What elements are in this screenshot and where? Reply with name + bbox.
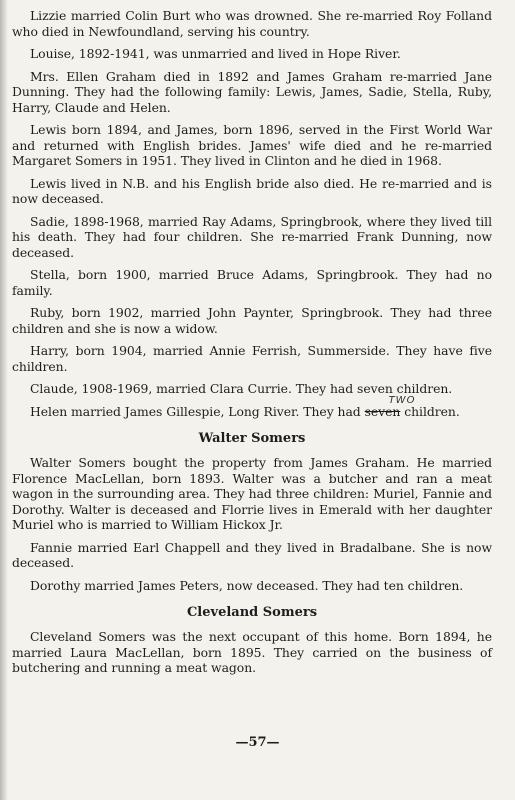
paragraph-dorothy: Dorothy married James Peters, now deceased. They had ten children. bbox=[30, 577, 464, 593]
helen-text-after: children. bbox=[400, 403, 460, 419]
handwritten-correction: TWO bbox=[388, 394, 416, 406]
paragraph-lizzie: Lizzie married Colin Burt who was drowned. She re-married Roy Folland who died in Newfoundland, serving his country. bbox=[12, 8, 492, 39]
heading-walter-somers: Walter Somers bbox=[198, 431, 306, 446]
paragraph-sadie: Sadie, 1898-1968, married Ray Adams, Springbrook, where they lived till his death. They had four children. She re-married Frank Dunning, now deceased. bbox=[12, 213, 492, 260]
heading-cleveland-somers: Cleveland Somers bbox=[186, 605, 318, 620]
paragraph-ruby: Ruby, born 1902, married John Paynter, Springbrook. They had three children and she is now a widow. bbox=[12, 305, 492, 336]
paragraph-helen bbox=[12, 394, 492, 420]
helen-text-before: Helen married James Gillespie, Long River. They had bbox=[30, 403, 365, 419]
paragraph-cleveland: Cleveland Somers was the next occupant of this home. Born 1894, he married Laura MacLellan, born 1895. They carried on the business of butchering and running a meat wagon. bbox=[12, 629, 492, 675]
page-number: —57— bbox=[235, 735, 280, 750]
paragraph-lewis-james: Lewis born 1894, and James, born 1896, served in the First World War and returned with English brides. James' wife died and he re-married Margaret Somers in 1951. They lived in Clinton and he died in 1968. bbox=[12, 122, 492, 168]
paragraph-fannie: Fannie married Earl Chappell and they lived in Bradalbane. She is now deceased. bbox=[12, 539, 492, 570]
paragraph-stella: Stella, born 1900, married Bruce Adams, Springbrook. They had no family. bbox=[12, 267, 492, 298]
paragraph-harry: Harry, born 1904, married Annie Ferrish, Summerside. They have five children. bbox=[12, 343, 492, 374]
page-text bbox=[12, 8, 492, 683]
paragraph-walter: Walter Somers bought the property from James Graham. He married Florence MacLellan, born 1893. Walter was a butcher and ran a meat wagon in the surrounding area. They had three children: Muriel, Fannie and Dorothy. Walter is deceased and Florrie lives in Emerald with her daughter Muriel who is married to William Hickox Jr. bbox=[12, 455, 492, 532]
paragraph-louise: Louise, 1892-1941, was unmarried and lived in Hope River. bbox=[30, 46, 401, 61]
paragraph-ellen-graham: Mrs. Ellen Graham died in 1892 and James Graham re-married Jane Dunning. They had the following family: Lewis, James, Sadie, Stella, Ruby, Harry, Claude and Helen. bbox=[12, 68, 492, 115]
struck-word-text: seven bbox=[364, 403, 401, 419]
struck-word bbox=[364, 394, 416, 419]
paragraph-claude: Claude, 1908-1969, married Clara Currie. They had seven children. bbox=[30, 381, 453, 396]
page-edge-shadow bbox=[0, 0, 8, 800]
paragraph-lewis: Lewis lived in N.B. and his English bride also died. He re-married and is now deceased. bbox=[12, 175, 492, 206]
